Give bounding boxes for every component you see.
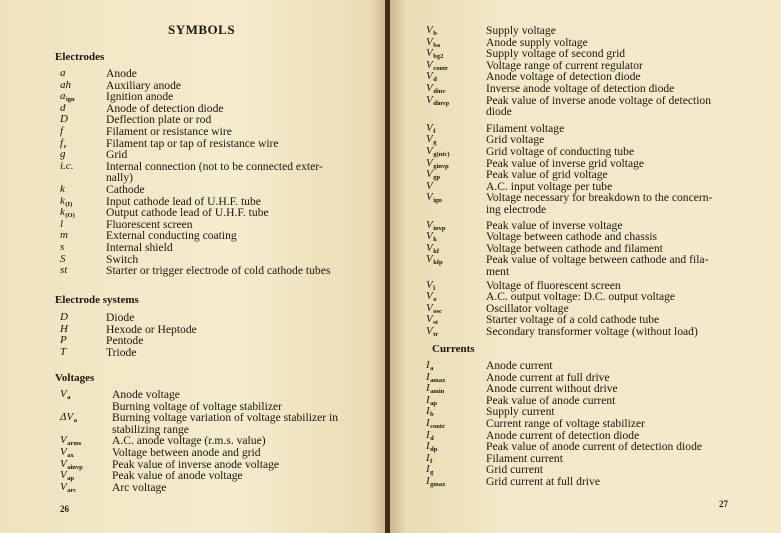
symbol: $I_{contr}$ bbox=[426, 417, 445, 430]
symbol: i.c. bbox=[60, 159, 74, 172]
symbol: s bbox=[60, 241, 65, 253]
symbol-description: Grid current at full drive bbox=[486, 475, 600, 488]
symbol-description: Anode voltage of detection diode bbox=[486, 70, 641, 84]
symbol-subscript: gmax bbox=[430, 481, 446, 488]
symbol-description: A.C. output voltage: D.C. output voltage bbox=[486, 290, 676, 304]
symbol: g bbox=[60, 148, 66, 161]
symbol-subscript: d bbox=[433, 76, 437, 84]
symbol-subscript: invp bbox=[433, 224, 446, 232]
symbol-description: Voltage between cathode and filament bbox=[486, 241, 663, 255]
symbol: $V_{dinvp}$ bbox=[426, 93, 450, 107]
symbol-description: Triode bbox=[106, 345, 137, 359]
symbol: $V_{kf}$ bbox=[426, 241, 440, 255]
symbol-subscript: arc bbox=[67, 486, 77, 494]
symbol-subscript: g bbox=[430, 469, 434, 477]
symbol: $V_l$ bbox=[426, 278, 436, 292]
symbol-description: Cathode bbox=[106, 183, 145, 196]
symbol-subscript: kf bbox=[433, 247, 440, 255]
symbol-description: Fluorescent screen bbox=[106, 217, 193, 231]
symbol-subscript: amin bbox=[430, 388, 445, 396]
symbol-description: Voltage between anode and grid bbox=[112, 446, 261, 459]
symbol: $V_{gp}$ bbox=[426, 168, 441, 182]
symbol-description: Pentode bbox=[106, 334, 144, 348]
right-page bbox=[390, 0, 781, 533]
symbol-subscript: st bbox=[433, 319, 438, 327]
symbol-subscript: a bbox=[73, 417, 77, 425]
symbol-description: Current range of voltage stabilizer bbox=[486, 417, 646, 430]
symbol-description: Voltage necessary for breakdown to the concern- bbox=[486, 191, 713, 205]
symbol: d bbox=[60, 101, 66, 114]
symbol-description: Hexode or Heptode bbox=[106, 322, 197, 336]
symbol: P bbox=[60, 334, 67, 347]
symbol-description: Supply voltage of second grid bbox=[486, 47, 626, 61]
symbol-subscript: d bbox=[430, 434, 434, 442]
symbol-description: Inverse anode voltage of detection diode bbox=[486, 82, 675, 95]
symbol: $I_{amin}$ bbox=[426, 382, 445, 396]
symbol-description: Output cathode lead of U.H.F. tube bbox=[106, 206, 269, 220]
symbol-description: Input cathode lead of U.H.F. tube bbox=[106, 194, 261, 208]
symbol-subscript: ainvp bbox=[67, 463, 83, 471]
symbol: $V_b$ bbox=[426, 24, 437, 37]
symbol: $V_{ginvp}$ bbox=[426, 156, 449, 170]
symbol: $V_{tr}$ bbox=[426, 325, 439, 338]
symbol: $f_c$ bbox=[60, 136, 67, 150]
symbol-description: Peak value of anode current of detection diode bbox=[486, 440, 703, 454]
symbol-subscript: dinvp bbox=[433, 99, 450, 107]
symbol-description: Arc voltage bbox=[112, 480, 167, 494]
symbol-description: Voltage of fluorescent screen bbox=[486, 278, 621, 292]
symbol-description: Ignition anode bbox=[106, 90, 174, 104]
symbol: $I_{dp}$ bbox=[426, 440, 438, 454]
symbol: $V_{arc}$ bbox=[60, 480, 77, 494]
symbol-description: Switch bbox=[106, 252, 139, 266]
symbol-subscript: k bbox=[433, 236, 437, 244]
symbol: $V_{arms}$ bbox=[60, 434, 82, 448]
symbol-subscript: gp bbox=[433, 174, 441, 182]
symbol: $I_d$ bbox=[426, 428, 434, 442]
symbol-subscript: (O) bbox=[65, 212, 75, 220]
symbol: $I_{ap}$ bbox=[426, 393, 438, 407]
section-heading: Electrode systems bbox=[55, 294, 139, 306]
symbol-subscript: ign bbox=[433, 197, 442, 205]
symbol-subscript: a bbox=[430, 365, 434, 372]
symbol-subscript: g(ntc) bbox=[433, 151, 450, 158]
symbol-description: Grid bbox=[106, 148, 128, 162]
symbol-subscript: dinv bbox=[433, 88, 446, 95]
symbol: m bbox=[60, 229, 68, 242]
symbol-subscript: arms bbox=[67, 440, 82, 448]
symbol: $k_{(O)}$ bbox=[60, 206, 75, 220]
symbol-subscript: b bbox=[430, 411, 434, 419]
symbol-description: Grid voltage bbox=[486, 133, 545, 147]
symbol-subscript: ax bbox=[67, 452, 74, 459]
section-heading: Electrodes bbox=[55, 51, 105, 63]
symbol-description: Burning voltage of voltage stabilizer bbox=[112, 399, 282, 413]
symbol: k bbox=[60, 183, 65, 195]
symbol-description: Secondary transformer voltage (without load) bbox=[486, 325, 698, 338]
symbol-description: Anode bbox=[106, 67, 137, 80]
symbol: $V_{bg2}$ bbox=[426, 47, 444, 61]
symbol-description: Anode current bbox=[486, 359, 553, 372]
symbol: D bbox=[60, 113, 68, 126]
symbol-description: Anode current at full drive bbox=[486, 370, 610, 384]
symbol-description: Burning voltage variation of voltage stabilizer in bbox=[112, 411, 339, 425]
symbol: $V_o$ bbox=[426, 290, 437, 304]
symbol-subscript: contr bbox=[430, 423, 445, 430]
symbol-subscript: c bbox=[63, 142, 67, 150]
symbol-subscript: o bbox=[433, 296, 437, 304]
symbol-subscript: dp bbox=[430, 446, 438, 454]
page-title: SYMBOLS bbox=[168, 22, 236, 37]
symbol: $V_{g(ntc)}$ bbox=[426, 145, 450, 158]
symbol: $V_{dinv}$ bbox=[426, 82, 446, 95]
symbol-description: Internal shield bbox=[106, 241, 173, 254]
symbol-subscript: osc bbox=[433, 307, 442, 315]
symbol-description: Peak value of inverse voltage bbox=[486, 218, 623, 232]
symbol-description: Peak value of grid voltage bbox=[486, 168, 608, 182]
symbol-description: Anode of detection diode bbox=[106, 101, 224, 115]
symbol-description: Peak value of inverse grid voltage bbox=[486, 156, 645, 170]
symbol: $V_{kfp}$ bbox=[426, 253, 443, 267]
symbol-subscript: f bbox=[433, 127, 436, 135]
symbol: $\Delta V_a$ bbox=[60, 411, 77, 425]
symbol-description: Filament voltage bbox=[486, 121, 565, 135]
symbol: l bbox=[60, 217, 64, 230]
left-page bbox=[0, 0, 386, 533]
symbol: T bbox=[60, 345, 67, 358]
symbol-subscript: l bbox=[433, 284, 436, 292]
symbol-description: Filament or resistance wire bbox=[106, 125, 232, 138]
symbol: $V_{ign}$ bbox=[426, 191, 442, 205]
symbol-subscript: ap bbox=[67, 475, 75, 483]
symbol-description: Auxiliary anode bbox=[106, 78, 182, 92]
symbol-description: Filament current bbox=[486, 451, 563, 465]
symbol-description: Peak value of inverse anode voltage of detection bbox=[486, 93, 712, 107]
symbol-description: Starter voltage of a cold cathode tube bbox=[486, 313, 660, 327]
symbol: $I_g$ bbox=[426, 463, 434, 477]
symbol-subscript: kfp bbox=[433, 259, 443, 267]
symbol: $V_{contr}$ bbox=[426, 58, 449, 72]
symbol: $V_{ainvp}$ bbox=[60, 457, 83, 471]
symbol: $V_{osc}$ bbox=[426, 301, 442, 315]
symbol: V bbox=[426, 179, 433, 192]
symbol-description: Anode voltage bbox=[112, 388, 180, 401]
symbol-subscript: (I) bbox=[65, 200, 73, 208]
symbol-description: Filament tap or tap of resistance wire bbox=[106, 136, 279, 150]
symbol: $V_d$ bbox=[426, 70, 437, 84]
symbol-description: Oscillator voltage bbox=[486, 301, 569, 315]
symbol: $k_{(I)}$ bbox=[60, 194, 73, 208]
symbol: $a_{ign}$ bbox=[60, 90, 75, 104]
symbol-subscript: tr bbox=[433, 331, 439, 338]
symbol: $V_{invp}$ bbox=[426, 218, 446, 232]
symbol: $I_b$ bbox=[426, 405, 434, 419]
symbol-subscript: ba bbox=[433, 41, 441, 49]
page-number-right: 27 bbox=[719, 499, 728, 509]
symbol: ah bbox=[60, 78, 71, 91]
symbol-description: Starter or trigger electrode of cold cathode tubes bbox=[106, 264, 331, 278]
symbol-description: Diode bbox=[106, 311, 135, 324]
symbol-description: Anode supply voltage bbox=[486, 35, 588, 49]
symbol: $V_{st}$ bbox=[426, 313, 438, 327]
symbol-description: ment bbox=[486, 265, 510, 278]
symbol-description: nally) bbox=[106, 171, 134, 185]
symbol-description: External conducting coating bbox=[106, 229, 237, 243]
symbol: D bbox=[60, 311, 68, 323]
symbol: S bbox=[60, 252, 66, 265]
symbol-description: Supply current bbox=[486, 405, 555, 419]
symbol: H bbox=[60, 322, 68, 335]
symbol: $V_a$ bbox=[60, 388, 71, 401]
symbol-description: ing electrode bbox=[486, 203, 547, 216]
symbol-subscript: g bbox=[433, 139, 437, 147]
symbol: $V_{ba}$ bbox=[426, 35, 441, 49]
symbol: f bbox=[60, 125, 64, 137]
symbol: st bbox=[60, 264, 68, 277]
symbol-subscript: f bbox=[430, 457, 433, 465]
symbol-description: Supply voltage bbox=[486, 24, 556, 37]
symbol-description: Grid current bbox=[486, 463, 543, 477]
symbol-description: Peak value of anode current bbox=[486, 393, 616, 407]
symbol: $I_a$ bbox=[426, 359, 434, 372]
symbol-description: A.C. input voltage per tube bbox=[486, 179, 613, 193]
section-heading: Voltages bbox=[55, 372, 95, 384]
symbol-subscript: bg2 bbox=[433, 53, 444, 61]
symbol-description: Grid voltage of conducting tube bbox=[486, 145, 635, 158]
symbol: a bbox=[60, 67, 66, 79]
symbol-description: Anode current without drive bbox=[486, 382, 618, 396]
symbol: $I_{amax}$ bbox=[426, 370, 446, 384]
symbol: $V_{ax}$ bbox=[60, 446, 74, 459]
symbol-description: Voltage between cathode and chassis bbox=[486, 230, 658, 244]
section-heading: Currents bbox=[432, 343, 475, 355]
symbol-subscript: ap bbox=[430, 399, 438, 407]
symbol-description: Voltage range of current regulator bbox=[486, 58, 643, 72]
symbol: $V_g$ bbox=[426, 133, 437, 147]
symbol-description: Peak value of voltage between cathode and fila- bbox=[486, 253, 709, 267]
symbol-description: Deflection plate or rod bbox=[106, 113, 212, 127]
symbol: $I_f$ bbox=[426, 451, 433, 465]
symbol-description: A.C. anode voltage (r.m.s. value) bbox=[112, 434, 266, 448]
symbol: $V_k$ bbox=[426, 230, 437, 244]
symbol-description: Peak value of inverse anode voltage bbox=[112, 457, 280, 471]
symbol: $I_{gmax}$ bbox=[426, 475, 446, 488]
symbol: $V_f$ bbox=[426, 121, 436, 135]
symbol-subscript: ginvp bbox=[433, 162, 449, 170]
symbol-description: Peak value of anode voltage bbox=[112, 469, 243, 483]
symbol-description: Anode current of detection diode bbox=[486, 428, 640, 442]
symbol: $V_{ap}$ bbox=[60, 469, 75, 483]
page-number-left: 26 bbox=[60, 504, 69, 514]
symbol-subscript: b bbox=[433, 30, 437, 37]
symbol-subscript: a bbox=[67, 394, 71, 401]
symbol-description: diode bbox=[486, 105, 512, 119]
symbol-description: stabilizing range bbox=[112, 422, 189, 436]
symbol-subscript: contr bbox=[433, 64, 449, 72]
symbol-description: Internal connection (not to be connected exter- bbox=[106, 159, 323, 173]
symbol-subscript: amax bbox=[430, 376, 446, 384]
symbol-subscript: ign bbox=[66, 96, 75, 104]
